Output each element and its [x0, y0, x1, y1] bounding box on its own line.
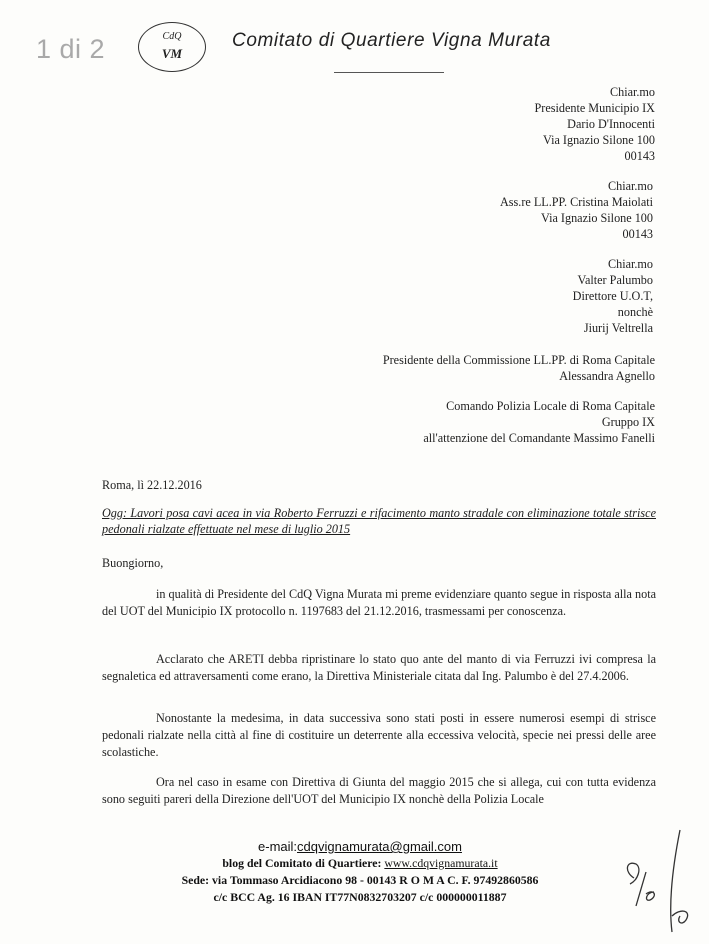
recipient-line: Gruppo IX — [601, 415, 655, 429]
email-label: e-mail: — [258, 839, 298, 854]
recipient-line: Chiar.mo — [607, 179, 653, 193]
paragraph-4: Ora nel caso in esame con Direttiva di Giunta del maggio 2015 che si allega, cui con tutta evidenza sono seguiti pareri della Direzione dell'UOT del Municipio IX nonchè della Polizia Locale — [102, 775, 656, 806]
blog-label: blog del Comitato di Quartiere: — [222, 856, 382, 870]
place-date: Roma, lì 22.12.2016 — [102, 478, 202, 492]
recipient-line: nonchè — [617, 305, 653, 319]
blog-link[interactable]: www.cdqvignamurata.it — [384, 856, 498, 870]
page-indicator: 1 di 2 — [36, 34, 106, 64]
recipient-line: Jiurij Veltrella — [583, 321, 653, 335]
recipient-line: Alessandra Agnello — [559, 369, 655, 383]
logo-top-text: CdQ — [162, 31, 182, 42]
paragraph-3: Nonostante la medesima, in data successiva sono stati posti in essere numerosi esempi di strisce pedonali rialzate nella città al fine di costituire un deterrente alla eccessiva velocità, specie nei pressi delle aree scolastiche. — [102, 711, 656, 759]
letter-subject: Ogg: Lavori posa cavi acea in via Roberto Ferruzzi e rifacimento manto stradale con eliminazione totale strisce pedonali rialzate effettuate nel mese di luglio 2015 — [102, 506, 656, 536]
letter-greeting: Buongiorno, — [102, 556, 164, 570]
footer-email-line — [120, 838, 600, 855]
footer-address: Sede: via Tommaso Arcidiacono 98 - 00143 R O M A C. F. 97492860586 — [181, 873, 539, 887]
recipient-line: all'attenzione del Comandante Massimo Fanelli — [423, 431, 655, 445]
recipient-line: Chiar.mo — [609, 85, 655, 99]
paragraph-2: Acclarato che ARETI debba ripristinare lo stato quo ante del manto di via Ferruzzi ivi compresa la segnaletica ed attraversamenti come erano, la Direttiva Ministeriale citata dal Ing. Palumbo è del 27.4.2006. — [102, 652, 656, 683]
letter-footer — [120, 838, 600, 906]
recipient-line: Dario D'Innocenti — [567, 117, 655, 131]
recipient-line: 00143 — [622, 227, 653, 241]
recipient-line: Presidente della Commissione LL.PP. di Roma Capitale — [382, 353, 655, 367]
paragraph-1: in qualità di Presidente del CdQ Vigna Murata mi preme evidenziare quanto segue in risposta alla nota del UOT del Municipio IX protocollo n. 1197683 del 21.12.2016, trasmessami per conoscenza. — [102, 587, 656, 618]
recipient-line: Chiar.mo — [607, 257, 653, 271]
recipient-line: 00143 — [624, 149, 655, 163]
recipient-line: Via Ignazio Silone 100 — [541, 211, 653, 225]
recipient-line: Via Ignazio Silone 100 — [543, 133, 655, 147]
logo-bottom-text: VM — [161, 46, 183, 61]
committee-name: Comitato di Quartiere Vigna Murata — [232, 30, 551, 51]
recipient-line: Presidente Municipio IX — [534, 101, 655, 115]
header-divider — [334, 72, 444, 73]
recipient-line: Direttore U.O.T, — [572, 289, 653, 303]
recipient-line: Valter Palumbo — [577, 273, 653, 287]
recipient-line: Ass.re LL.PP. Cristina Maiolati — [499, 195, 653, 209]
footer-bank-details: c/c BCC Ag. 16 IBAN IT77N0832703207 c/c 000000011887 — [213, 890, 507, 904]
email-link[interactable]: cdqvignamurata@gmail.com — [297, 839, 462, 854]
handwritten-signature-icon — [620, 820, 700, 940]
committee-logo — [138, 22, 206, 72]
recipient-line: Comando Polizia Locale di Roma Capitale — [446, 399, 655, 413]
footer-blog-line — [120, 855, 600, 872]
